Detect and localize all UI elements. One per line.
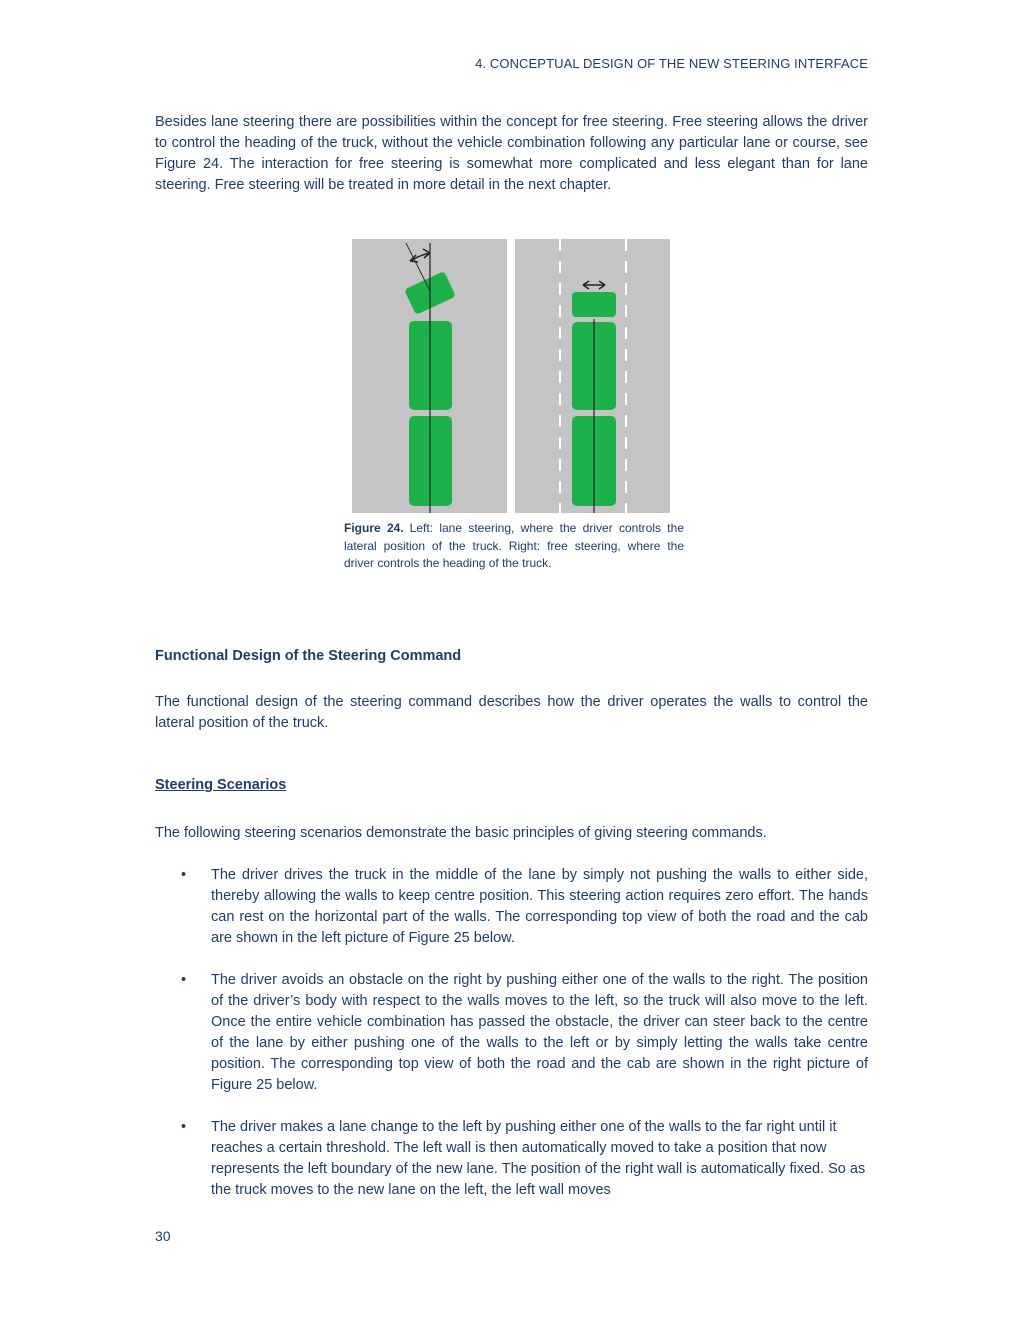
bullet-glyph: • <box>181 867 187 883</box>
bullet-glyph: • <box>181 972 187 988</box>
figure-caption-text: Left: lane steering, where the driver controls the lateral position of the truck. Right: free steering, where the driver controls the heading of the truck. <box>344 521 684 570</box>
page-number: 30 <box>155 1228 171 1244</box>
running-header: 4. CONCEPTUAL DESIGN OF THE NEW STEERING INTERFACE <box>475 56 868 71</box>
list-item-text: The driver avoids an obstacle on the right by pushing either one of the walls to the right. The position of the driver’s body with respect to the walls moves to the left, so the truck will also move to the left. Once the entire vehicle combination has passed the obstacle, the driver can steer back to the centre of the lane by either pushing one of the walls to the left or by simply letting the walls take centre position. The corresponding top view of both the road and the cab are shown in the right picture of Figure 25 below. <box>211 972 868 1093</box>
figure-caption-label: Figure 24. <box>344 521 404 535</box>
scenario-list <box>155 865 868 1222</box>
figure-caption <box>344 520 684 573</box>
subsection-intro: The following steering scenarios demonstrate the basic principles of giving steering commands. <box>155 825 767 841</box>
section-heading: Functional Design of the Steering Command <box>155 648 462 664</box>
steering-diagram <box>352 239 670 513</box>
intro-paragraph: Besides lane steering there are possibilities within the concept for free steering. Free steering allows the driver to control the heading of the truck, without the vehicle combination following any particular lane or course, see Figure 24. The interaction for free steering is somewhat more complicated and less elegant than for lane steering. Free steering will be treated in more detail in the next chapter. <box>155 114 868 193</box>
section-paragraph: The functional design of the steering command describes how the driver operates the walls to control the lateral position of the truck. <box>155 694 868 731</box>
list-item <box>155 865 868 949</box>
list-item-text: The driver drives the truck in the middle of the lane by simply not pushing the walls to either side, thereby allowing the walls to keep centre position. This steering action requires zero effort. The hands can rest on the horizontal part of the walls. The corresponding top view of both the road and the cab are shown in the left picture of Figure 25 below. <box>211 867 868 946</box>
list-item <box>155 970 868 1096</box>
bullet-glyph: • <box>181 1119 187 1135</box>
figure-24 <box>352 239 670 513</box>
subsection-heading: Steering Scenarios <box>155 777 287 793</box>
right-cab <box>572 292 616 317</box>
list-item-text: The driver makes a lane change to the left by pushing either one of the walls to the far right until it reaches a certain threshold. The left wall is then automatically moved to take a position that now represents the left boundary of the new lane. The position of the right wall is automatically fixed. So as the truck moves to the new lane on the left, the left wall moves <box>211 1119 866 1198</box>
list-item <box>155 1117 868 1201</box>
